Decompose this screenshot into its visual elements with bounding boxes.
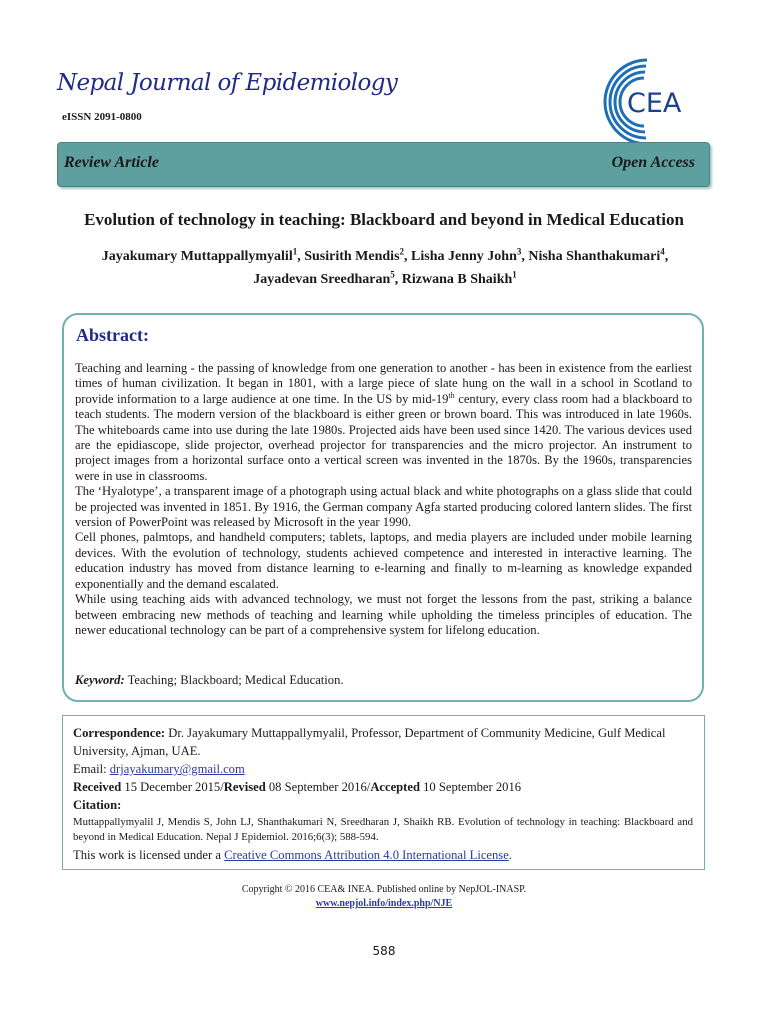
article-type-band (57, 142, 710, 187)
eissn: eISSN 2091-0800 (62, 111, 142, 123)
dates-line: Received 15 December 2015/Revised 08 September 2016/Accepted 10 September 2016 (73, 780, 522, 794)
license-link[interactable]: Creative Commons Attribution 4.0 International License (224, 848, 509, 862)
journal-url-link[interactable]: www.nepjol.info/index.php/NJE (315, 898, 453, 909)
license-line: This work is licensed under a Creative Commons Attribution 4.0 International License. (73, 848, 512, 862)
keyword-text: Teaching; Blackboard; Medical Education. (124, 673, 344, 687)
citation-text: Muttappallymyalil J, Mendis S, John LJ, Shanthakumari N, Sreedharan J, Shaikh RB. Evolution of technology in teaching: Blackboard and beyond in Medical Education. Nepal J Epidemiol. 2016;6(3); 588-594. (73, 816, 693, 843)
keywords (75, 673, 344, 688)
access-type: Open Access (611, 154, 695, 171)
copyright-text: Copyright © 2016 CEA& INEA. Published online by NepJOL-INASP. (241, 884, 527, 895)
copyright-footer (0, 883, 768, 911)
author-list (40, 242, 730, 289)
logo-text: CEA (627, 88, 682, 119)
abstract-box (62, 313, 704, 702)
correspondence-box (62, 715, 705, 870)
page-number: 588 (372, 944, 396, 958)
abstract-paragraph: The ‘Hyalotype’, a transparent image of a photograph using actual black and white photographs on a glass slide that could be projected was invented in 1851. By 1916, the German company Agfa started producing colored lantern slides. The first version of PowerPoint was released by Microsoft in the year 1990. (75, 484, 692, 530)
abstract-paragraph: Teaching and learning - the passing of knowledge from one generation to another - has been in existence from the earliest times of human civilization. It began in 1801, with a large piece of slate hung on the wall in a school in Scotland to provide information to a large audience at one time. In the US by mid-19th century, every class room had a blackboard to teach students. The modern version of the blackboard is either green or brown board. This was introduced in late 1960s. The whiteboards came into use during the late 1980s. Projected aids have been used since 1420. The various devices used are the epidiascope, slide projector, overhead projector for transparencies and the micro projector. An instrument to project images from a horizontal surface onto a vertical screen was invented in the 1870s. By the 1960s, transparencies were in use in classrooms. (75, 361, 693, 483)
abstract-body (75, 361, 692, 638)
abstract-paragraph: While using teaching aids with advanced technology, we must not forget the lessons from the past, striking a balance between embracing new methods of teaching and learning while upholding the timeless principles of education. The newer educational technology can be part of a comprehensive system for lifelong education. (75, 592, 692, 637)
author: Rizwana B Shaikh$^1$ (401, 269, 517, 288)
author: Nisha Shanthakumari$^4$, (528, 246, 669, 264)
citation-label: Citation: (73, 798, 122, 812)
author: Susirith Mendis$^2$, (304, 246, 412, 264)
abstract-paragraph: Cell phones, palmtops, and handheld computers; tablets, laptops, and media players are included under mobile learning devices. With the evolution of technology, students achieved competence and interested in interactive learning. The education industry has moved from distance learning to e-learning and finally to m-learning as knowledge expanded exponentially and the demand escalated. (75, 530, 692, 591)
journal-title: Nepal Journal of Epidemiology (57, 70, 398, 96)
keyword-label: Keyword: (75, 673, 125, 687)
email-line: Email: drjayakumary@gmail.com (73, 762, 245, 776)
abstract-heading: Abstract: (76, 325, 149, 345)
author: Lisha Jenny John$^3$, (411, 246, 529, 264)
email-link[interactable]: drjayakumary@gmail.com (109, 762, 245, 776)
correspondence: Correspondence: Dr. Jayakumary Muttappallymyalil, Professor, Department of Community Medicine, Gulf Medical University, Ajman, UAE. (73, 726, 666, 758)
article-type: Review Article (64, 154, 159, 171)
cea-logo (597, 56, 697, 148)
author: Jayadevan Sreedharan$^5$, (253, 269, 402, 288)
author: Jayakumary Muttappallymyalil$^1$, (101, 246, 305, 264)
article-title: Evolution of technology in teaching: Blackboard and beyond in Medical Education (84, 210, 684, 229)
